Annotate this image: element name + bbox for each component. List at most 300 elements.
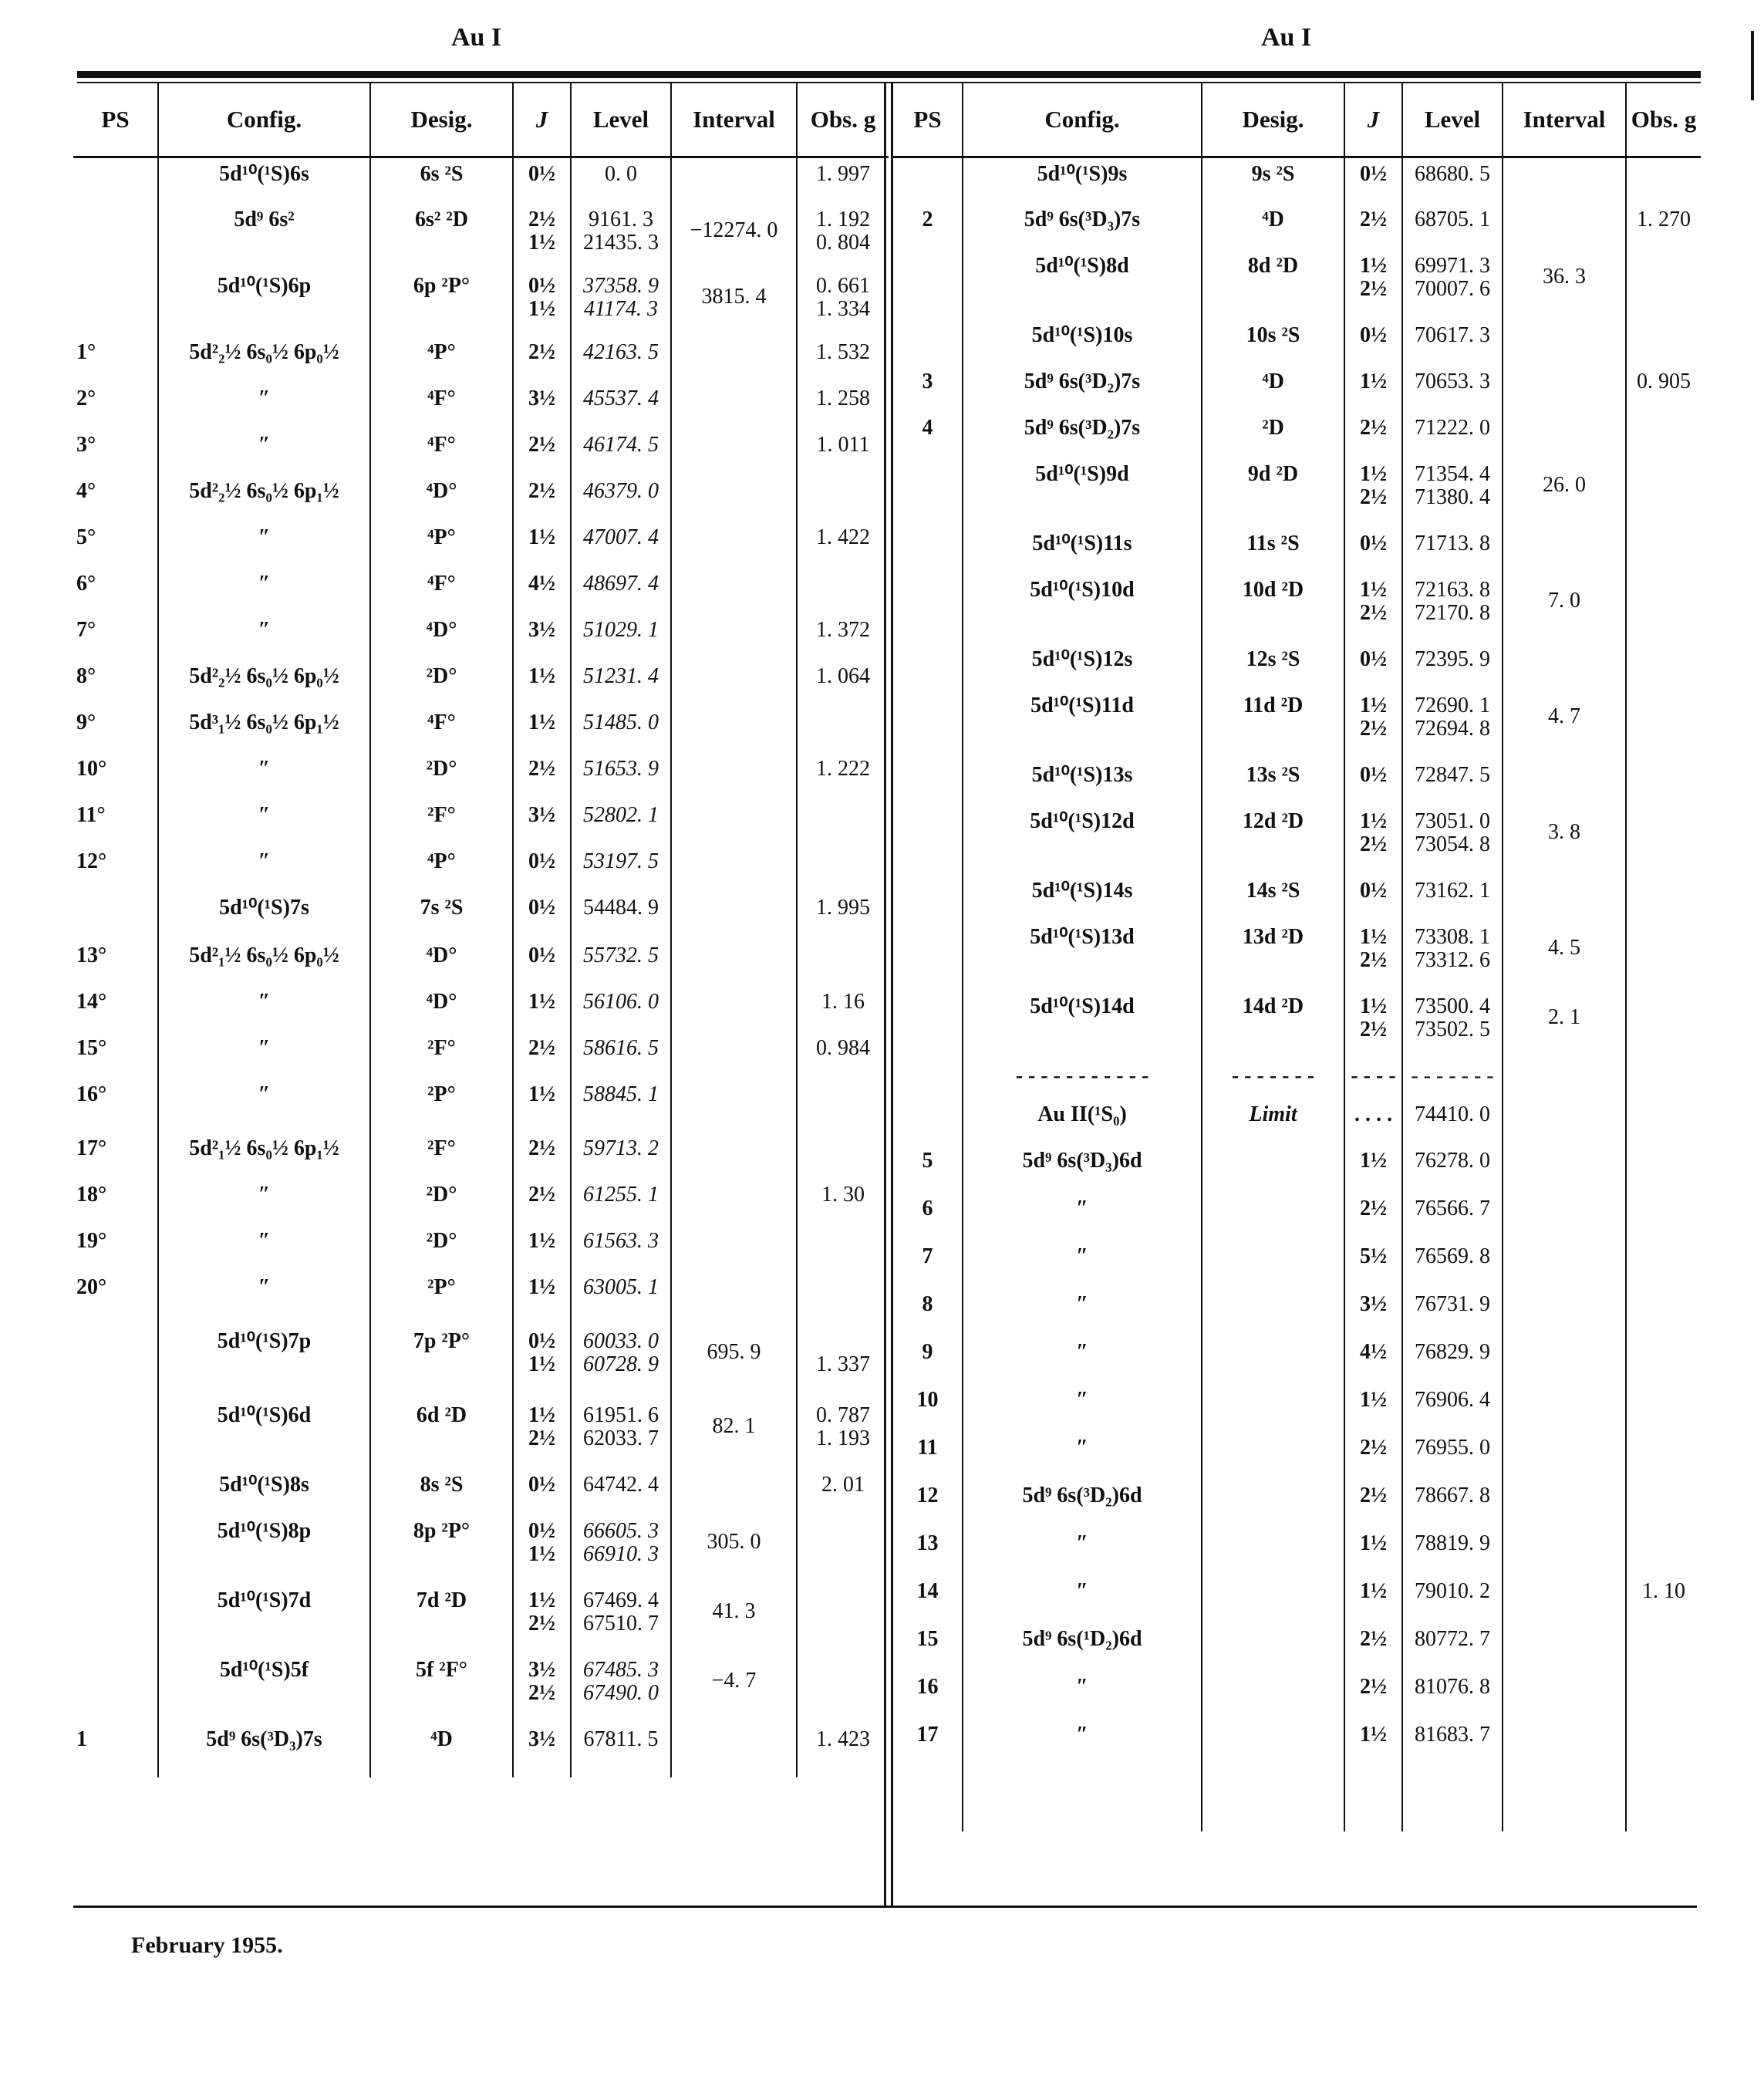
interval-cell: [671, 568, 797, 614]
obs-g-cell: [1626, 1145, 1701, 1193]
table-row: [73, 204, 889, 270]
desig-cell: ²F°: [370, 1133, 513, 1179]
table-row: [893, 412, 1701, 458]
ps-cell: [73, 204, 158, 270]
ps-cell: [893, 458, 963, 528]
interval-cell: [1503, 875, 1626, 921]
config-cell: ″: [158, 429, 370, 475]
ps-cell: 1: [76, 1727, 87, 1751]
level-cell: 79010. 2: [1402, 1575, 1503, 1623]
interval-cell: [671, 1469, 797, 1515]
desig-cell: 11s ²S: [1202, 528, 1344, 574]
desig-cell: 12s ²S: [1202, 643, 1344, 690]
table-row: [73, 475, 889, 522]
config-cell: 5d²₂½ 6s₀½ 6p₀½: [158, 660, 370, 707]
interval-cell: [671, 753, 797, 799]
desig-cell: [1202, 1241, 1344, 1288]
level-cell: 51231. 4: [571, 660, 671, 707]
interval-cell: 4. 5: [1503, 921, 1626, 991]
level-cell: 76829. 9: [1402, 1336, 1503, 1384]
interval-cell: 2. 1: [1503, 991, 1626, 1060]
level-cell: 70617. 3: [1402, 319, 1503, 366]
interval-cell: [671, 660, 797, 707]
level-cell: 81076. 8: [1402, 1671, 1503, 1719]
left-levels-table: [73, 83, 889, 1777]
table-row: [893, 319, 1701, 366]
col-j: J: [513, 83, 571, 157]
j-cell: 2½: [1344, 1432, 1402, 1480]
level-cell: 76569. 8: [1402, 1241, 1503, 1288]
desig-cell: ²D°: [370, 1225, 513, 1271]
desig-cell: [1202, 1145, 1344, 1193]
desig-cell: [1202, 1671, 1344, 1719]
ps-cell: [893, 528, 963, 574]
desig-cell: [1202, 1193, 1344, 1241]
desig-cell: 8d ²D: [1202, 250, 1344, 319]
j-cell: 1½: [513, 660, 571, 707]
ps-cell: 14: [916, 1578, 939, 1603]
level-cell: 73162. 1: [1402, 875, 1503, 921]
obs-g-cell: [797, 799, 889, 846]
ps-cell: 13°: [76, 943, 107, 967]
level-cell: 59713. 2: [571, 1133, 671, 1179]
config-cell: 5d⁹ 6s²: [158, 204, 370, 270]
level-cell: 76566. 7: [1402, 1193, 1503, 1241]
column-divider: [884, 82, 893, 1906]
j-cell: . . . .: [1344, 1099, 1402, 1145]
ps-cell: [73, 157, 158, 204]
ps-cell: 16: [916, 1674, 939, 1699]
level-cell: 58616. 5: [571, 1032, 671, 1079]
interval-cell: [1503, 1060, 1626, 1099]
col-ps: PS: [893, 83, 963, 157]
desig-cell: 9d ²D: [1202, 458, 1344, 528]
desig-cell: ⁴D: [1202, 366, 1344, 412]
col-desig: Desig.: [370, 83, 513, 157]
table-row: [893, 1193, 1701, 1241]
interval-cell: 3. 8: [1503, 805, 1626, 875]
obs-g-cell: [1626, 1060, 1701, 1099]
interval-cell: [1503, 1623, 1626, 1671]
config-cell: ″: [158, 568, 370, 614]
table-row: [893, 1060, 1701, 1099]
obs-g-cell: [1626, 643, 1701, 690]
obs-g-cell: [1626, 250, 1701, 319]
desig-cell: [1202, 1480, 1344, 1527]
config-cell: ″: [158, 522, 370, 568]
level-cell: 67485. 3 67490. 0: [571, 1654, 671, 1723]
ps-cell: [73, 1469, 158, 1515]
j-cell: 0½: [1344, 528, 1402, 574]
j-cell: 2½: [513, 1133, 571, 1179]
col-config: Config.: [158, 83, 370, 157]
config-cell: ″: [158, 799, 370, 846]
obs-g-cell: 1. 422: [797, 522, 889, 568]
config-cell: ″: [158, 753, 370, 799]
ps-cell: [893, 643, 963, 690]
config-cell: 5d¹⁰(¹S)11d: [963, 690, 1202, 759]
obs-g-cell: [1626, 991, 1701, 1060]
j-cell: 3½: [513, 614, 571, 660]
table-row: [893, 643, 1701, 690]
table-row: [893, 1145, 1701, 1193]
interval-cell: [671, 614, 797, 660]
config-cell: 5d⁹ 6s(³D₃)7s: [963, 204, 1202, 250]
desig-cell: 8s ²S: [370, 1469, 513, 1515]
interval-cell: [671, 1225, 797, 1271]
j-cell: 1½ 2½: [1344, 991, 1402, 1060]
obs-g-cell: [1626, 157, 1701, 204]
obs-g-cell: 1. 997: [797, 157, 889, 204]
ps-cell: [893, 875, 963, 921]
level-cell: 71222. 0: [1402, 412, 1503, 458]
ps-cell: [893, 805, 963, 875]
table-row: [73, 336, 889, 383]
obs-g-cell: 2. 01: [797, 1469, 889, 1515]
level-cell: 52802. 1: [571, 799, 671, 846]
interval-cell: [671, 1133, 797, 1179]
ps-cell: 8: [922, 1291, 933, 1316]
level-cell: 47007. 4: [571, 522, 671, 568]
table-row: [73, 753, 889, 799]
config-cell: ″: [158, 986, 370, 1032]
interval-cell: [671, 336, 797, 383]
config-cell: 5d⁹ 6s(¹D₂)6d: [963, 1623, 1202, 1671]
interval-cell: 695. 9: [671, 1325, 797, 1399]
config-cell: 5d⁹ 6s(³D₃)6d: [963, 1145, 1202, 1193]
config-cell: ″: [963, 1193, 1202, 1241]
obs-g-cell: 1. 064: [797, 660, 889, 707]
ps-cell: [893, 759, 963, 805]
config-cell: 5d¹⁰(¹S)14s: [963, 875, 1202, 921]
level-cell: 48697. 4: [571, 568, 671, 614]
obs-g-cell: [797, 1515, 889, 1585]
obs-g-cell: 0. 984: [797, 1032, 889, 1079]
ps-cell: [893, 157, 963, 204]
col-j: J: [1344, 83, 1402, 157]
desig-cell: ⁴P°: [370, 522, 513, 568]
j-cell: 2½: [513, 753, 571, 799]
interval-cell: [1503, 1241, 1626, 1288]
bottom-rule: [73, 1906, 1697, 1908]
obs-g-cell: [1626, 319, 1701, 366]
config-cell: 5d¹⁰(¹S)10d: [963, 574, 1202, 643]
desig-cell: 10s ²S: [1202, 319, 1344, 366]
level-cell: 60033. 0 60728. 9: [571, 1325, 671, 1399]
table-row: [893, 1384, 1701, 1432]
interval-cell: 41. 3: [671, 1585, 797, 1654]
config-cell: ″: [963, 1719, 1202, 1831]
table-row: [73, 799, 889, 846]
table-row: [893, 157, 1701, 204]
ps-cell: 4°: [76, 478, 96, 503]
j-cell: 3½ 2½: [513, 1654, 571, 1723]
j-cell: 5½: [1344, 1241, 1402, 1288]
obs-g-cell: [797, 475, 889, 522]
j-cell: 0½: [513, 846, 571, 892]
interval-cell: [671, 1723, 797, 1777]
j-cell: 0½: [1344, 759, 1402, 805]
table-row: [893, 991, 1701, 1060]
config-cell: 5d³₁½ 6s₀½ 6p₁½: [158, 707, 370, 753]
desig-cell: 8p ²P°: [370, 1515, 513, 1585]
table-row: [73, 1133, 889, 1179]
desig-cell: [1202, 1336, 1344, 1384]
level-cell: 73051. 0 73054. 8: [1402, 805, 1503, 875]
j-cell: 0½: [513, 157, 571, 204]
table-row: [893, 1575, 1701, 1623]
j-cell: 0½: [1344, 875, 1402, 921]
interval-cell: [671, 1179, 797, 1225]
config-cell: ″: [963, 1432, 1202, 1480]
col-desig: Desig.: [1202, 83, 1344, 157]
obs-g-cell: [1626, 759, 1701, 805]
desig-cell: 14s ²S: [1202, 875, 1344, 921]
desig-cell: ⁴F°: [370, 707, 513, 753]
interval-cell: 4. 7: [1503, 690, 1626, 759]
table-row: [73, 1271, 889, 1325]
desig-cell: 7s ²S: [370, 892, 513, 940]
interval-cell: [1503, 412, 1626, 458]
config-cell: 5d¹⁰(¹S)7d: [158, 1585, 370, 1654]
j-cell: 1½ 2½: [513, 1585, 571, 1654]
table-row: [73, 1723, 889, 1777]
j-cell: 0½: [513, 1469, 571, 1515]
ps-cell: [73, 1399, 158, 1469]
interval-cell: [671, 799, 797, 846]
interval-cell: [1503, 1719, 1626, 1831]
interval-cell: −4. 7: [671, 1654, 797, 1723]
obs-g-cell: [1626, 1099, 1701, 1145]
interval-cell: [1503, 1384, 1626, 1432]
j-cell: 3½: [1344, 1288, 1402, 1336]
desig-cell: ²F°: [370, 1032, 513, 1079]
obs-g-cell: [1626, 921, 1701, 991]
table-row: [73, 568, 889, 614]
config-cell: ″: [158, 1079, 370, 1133]
ps-cell: 15: [916, 1626, 939, 1651]
interval-cell: [1503, 643, 1626, 690]
obs-g-cell: [797, 1225, 889, 1271]
j-cell: 1½ 2½: [1344, 574, 1402, 643]
ps-cell: [893, 250, 963, 319]
table-row: [73, 157, 889, 204]
j-cell: 0½ 1½: [513, 1325, 571, 1399]
ps-cell: 9°: [76, 710, 96, 734]
table-row: [73, 270, 889, 336]
level-cell: 61951. 6 62033. 7: [571, 1399, 671, 1469]
level-cell: 37358. 9 41174. 3: [571, 270, 671, 336]
config-cell: Au II(¹S₀): [963, 1099, 1202, 1145]
interval-cell: 26. 0: [1503, 458, 1626, 528]
ps-cell: [893, 1099, 963, 1145]
interval-cell: [671, 986, 797, 1032]
desig-cell: ⁴P°: [370, 846, 513, 892]
obs-g-cell: [797, 1079, 889, 1133]
ps-cell: 14°: [76, 989, 107, 1014]
level-cell: 71354. 4 71380. 4: [1402, 458, 1503, 528]
interval-cell: [1503, 319, 1626, 366]
obs-g-cell: [1626, 1288, 1701, 1336]
interval-cell: [671, 475, 797, 522]
interval-cell: [671, 940, 797, 986]
level-cell: 46379. 0: [571, 475, 671, 522]
config-cell: 5d¹⁰(¹S)9s: [963, 157, 1202, 204]
obs-g-cell: [1626, 1384, 1701, 1432]
table-row: [893, 1719, 1701, 1831]
obs-g-cell: [1626, 1527, 1701, 1575]
desig-cell: [1202, 1288, 1344, 1336]
ps-cell: 2°: [76, 386, 96, 410]
table-row: [73, 522, 889, 568]
level-cell: 0. 0: [571, 157, 671, 204]
table-row: [73, 1079, 889, 1133]
level-cell: 58845. 1: [571, 1079, 671, 1133]
interval-cell: [671, 157, 797, 204]
j-cell: 0½ 1½: [513, 270, 571, 336]
ps-cell: 15°: [76, 1035, 107, 1060]
config-cell: 5d¹⁰(¹S)8p: [158, 1515, 370, 1585]
config-cell: 5d¹⁰(¹S)7p: [158, 1325, 370, 1399]
obs-g-cell: [1626, 1480, 1701, 1527]
j-cell: 0½: [1344, 157, 1402, 204]
j-cell: 1½: [513, 1079, 571, 1133]
desig-cell: ²P°: [370, 1079, 513, 1133]
level-cell: 76731. 9: [1402, 1288, 1503, 1336]
obs-g-cell: 1. 258: [797, 383, 889, 429]
j-cell: 3½: [513, 383, 571, 429]
j-cell: 2½: [1344, 1480, 1402, 1527]
desig-cell: ⁴D°: [370, 475, 513, 522]
j-cell: 1½: [1344, 366, 1402, 412]
interval-cell: [671, 383, 797, 429]
desig-cell: [1202, 1432, 1344, 1480]
desig-cell: - - - - - - -: [1202, 1060, 1344, 1099]
level-cell: 72690. 1 72694. 8: [1402, 690, 1503, 759]
config-cell: ″: [158, 383, 370, 429]
obs-g-cell: [797, 707, 889, 753]
interval-cell: [1503, 1288, 1626, 1336]
table-row: [893, 250, 1701, 319]
j-cell: 1½ 2½: [1344, 805, 1402, 875]
ps-cell: 2: [922, 207, 933, 231]
level-cell: 63005. 1: [571, 1271, 671, 1325]
desig-cell: ⁴F°: [370, 568, 513, 614]
right-header-row: [893, 83, 1701, 157]
interval-cell: [1503, 1575, 1626, 1623]
obs-g-cell: 1. 270: [1626, 204, 1701, 250]
obs-g-cell: 1. 423: [797, 1723, 889, 1777]
level-cell: 53197. 5: [571, 846, 671, 892]
j-cell: 0½: [1344, 319, 1402, 366]
level-cell: 72395. 9: [1402, 643, 1503, 690]
obs-g-cell: 1. 30: [797, 1179, 889, 1225]
obs-g-cell: [1626, 1671, 1701, 1719]
level-cell: 76955. 0: [1402, 1432, 1503, 1480]
level-cell: 61563. 3: [571, 1225, 671, 1271]
config-cell: ″: [963, 1241, 1202, 1288]
level-cell: 76906. 4: [1402, 1384, 1503, 1432]
desig-cell: 10d ²D: [1202, 574, 1344, 643]
desig-cell: ²D: [1202, 412, 1344, 458]
desig-cell: 6s ²S: [370, 157, 513, 204]
left-heading: Au I: [451, 23, 502, 52]
j-cell: - - - -: [1344, 1060, 1402, 1099]
table-row: [73, 1399, 889, 1469]
ps-cell: [893, 1060, 963, 1099]
ps-cell: 17°: [76, 1136, 107, 1160]
j-cell: 4½: [513, 568, 571, 614]
desig-cell: [1202, 1623, 1344, 1671]
level-cell: 61255. 1: [571, 1179, 671, 1225]
ps-cell: [73, 892, 158, 940]
ps-cell: 11°: [76, 802, 106, 827]
ps-cell: 3: [922, 369, 933, 393]
j-cell: 1½: [1344, 1527, 1402, 1575]
interval-cell: 7. 0: [1503, 574, 1626, 643]
j-cell: 1½: [1344, 1145, 1402, 1193]
ps-cell: 7°: [76, 617, 96, 642]
level-cell: 51485. 0: [571, 707, 671, 753]
obs-g-cell: [1626, 1432, 1701, 1480]
table-row: [73, 940, 889, 986]
obs-g-cell: [797, 1271, 889, 1325]
obs-g-cell: 1. 16: [797, 986, 889, 1032]
table-row: [893, 875, 1701, 921]
interval-cell: [1503, 366, 1626, 412]
table-row: [893, 1288, 1701, 1336]
config-cell: ″: [158, 614, 370, 660]
j-cell: 2½: [513, 1032, 571, 1079]
interval-cell: [671, 1079, 797, 1133]
table-row: [73, 707, 889, 753]
config-cell: 5d¹⁰(¹S)8s: [158, 1469, 370, 1515]
interval-cell: [1503, 157, 1626, 204]
j-cell: 2½: [513, 1179, 571, 1225]
j-cell: 2½: [513, 429, 571, 475]
config-cell: 5d¹⁰(¹S)6p: [158, 270, 370, 336]
table-row: [893, 528, 1701, 574]
ps-cell: 1°: [76, 339, 96, 364]
desig-cell: 6s² ²D: [370, 204, 513, 270]
obs-g-cell: 1. 222: [797, 753, 889, 799]
j-cell: 1½: [1344, 1575, 1402, 1623]
table-row: [893, 458, 1701, 528]
table-row: [73, 1654, 889, 1723]
table-row: [893, 1241, 1701, 1288]
obs-g-cell: [1626, 528, 1701, 574]
table-row: [73, 660, 889, 707]
ps-cell: [73, 1585, 158, 1654]
obs-g-cell: 0. 787 1. 193: [797, 1399, 889, 1469]
obs-g-cell: [797, 940, 889, 986]
table-row: [73, 1225, 889, 1271]
config-cell: 5d¹⁰(¹S)6s: [158, 157, 370, 204]
table-row: [73, 892, 889, 940]
level-cell: 51029. 1: [571, 614, 671, 660]
col-obs-g: Obs. g: [1626, 83, 1701, 157]
config-cell: 5d¹⁰(¹S)10s: [963, 319, 1202, 366]
right-table-body: [893, 157, 1701, 1831]
j-cell: 4½: [1344, 1336, 1402, 1384]
desig-cell: ²D°: [370, 1179, 513, 1225]
level-cell: 71713. 8: [1402, 528, 1503, 574]
ps-cell: 10: [916, 1387, 939, 1412]
obs-g-cell: 1. 337: [797, 1325, 889, 1399]
obs-g-cell: [1626, 412, 1701, 458]
level-cell: 66605. 3 66910. 3: [571, 1515, 671, 1585]
config-cell: 5d¹⁰(¹S)13s: [963, 759, 1202, 805]
